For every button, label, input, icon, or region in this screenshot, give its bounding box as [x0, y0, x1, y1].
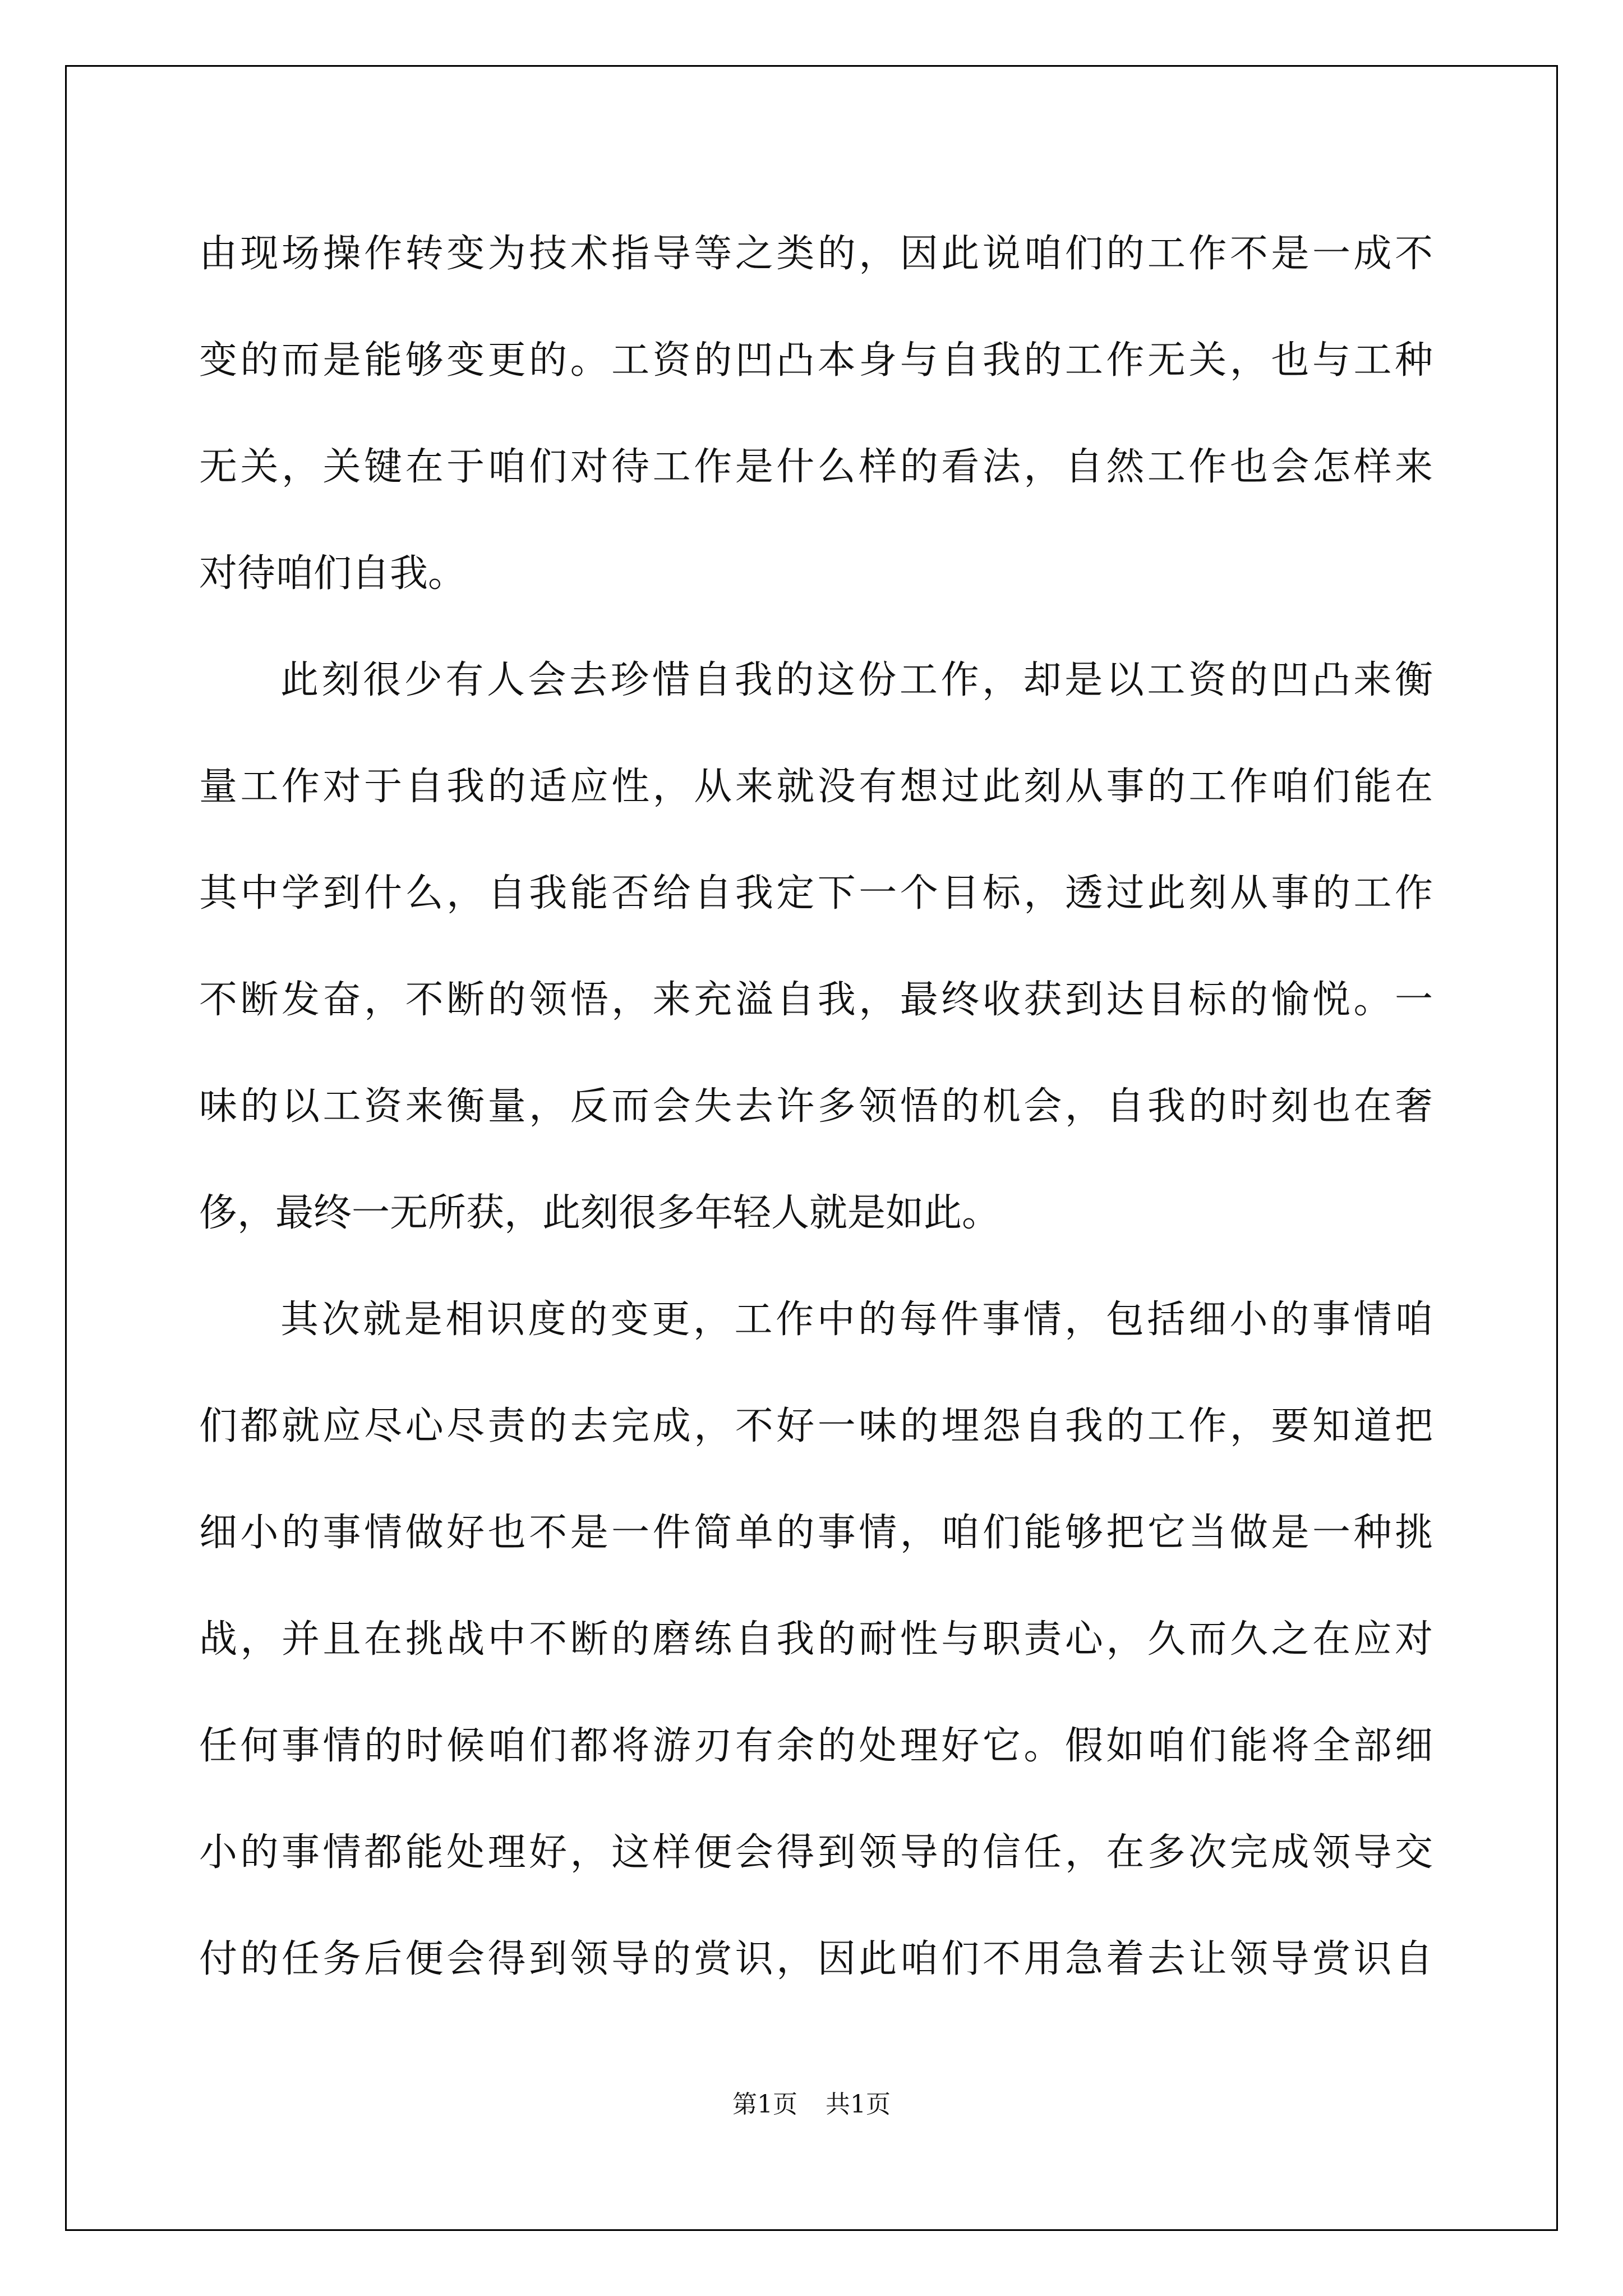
- text-line: 小的事情都能处理好，这样便会得到领导的信任，在多次完成领导交: [199, 1830, 1433, 1875]
- text-line: 任何事情的时候咱们都将游刃有余的处理好它。假如咱们能将全部细: [199, 1724, 1433, 1768]
- document-body: [199, 201, 1433, 2013]
- text-line: 战，并且在挑战中不断的磨练自我的耐性与职责心，久而久之在应对: [199, 1617, 1433, 1662]
- page-footer: [0, 2084, 1623, 2120]
- text-line: 无关，关键在于咱们对待工作是什么样的看法，自然工作也会怎样来: [199, 445, 1433, 489]
- text-line: 变的而是能够变更的。工资的凹凸本身与自我的工作无关，也与工种: [199, 338, 1433, 383]
- text-line: 其中学到什么，自我能否给自我定下一个目标，透过此刻从事的工作: [199, 871, 1433, 915]
- page-number: 第1页: [732, 2090, 797, 2119]
- text-line: 不断发奋，不断的领悟，来充溢自我，最终收获到达目标的愉悦。一: [199, 978, 1433, 1022]
- text-line: 侈，最终一无所获，此刻很多年轻人就是如此。: [199, 1191, 1000, 1235]
- text-line: 量工作对于自我的适应性，从来就没有想过此刻从事的工作咱们能在: [199, 765, 1433, 809]
- text-line: 由现场操作转变为技术指导等之类的，因此说咱们的工作不是一成不: [199, 232, 1433, 276]
- text-line: 味的以工资来衡量，反而会失去许多领悟的机会，自我的时刻也在奢: [199, 1084, 1433, 1129]
- text-line: 对待咱们自我。: [199, 551, 467, 596]
- page-total: 共1页: [826, 2090, 891, 2119]
- text-line: 细小的事情做好也不是一件简单的事情，咱们能够把它当做是一种挑: [199, 1511, 1433, 1555]
- text-line: 付的任务后便会得到领导的赏识，因此咱们不用急着去让领导赏识自: [199, 1937, 1433, 1981]
- text-line: 此刻很少有人会去珍惜自我的这份工作，却是以工资的凹凸来衡: [280, 658, 1433, 702]
- text-line: 其次就是相识度的变更，工作中的每件事情，包括细小的事情咱: [280, 1297, 1433, 1342]
- text-line: 们都就应尽心尽责的去完成，不好一味的埋怨自我的工作，要知道把: [199, 1404, 1433, 1448]
